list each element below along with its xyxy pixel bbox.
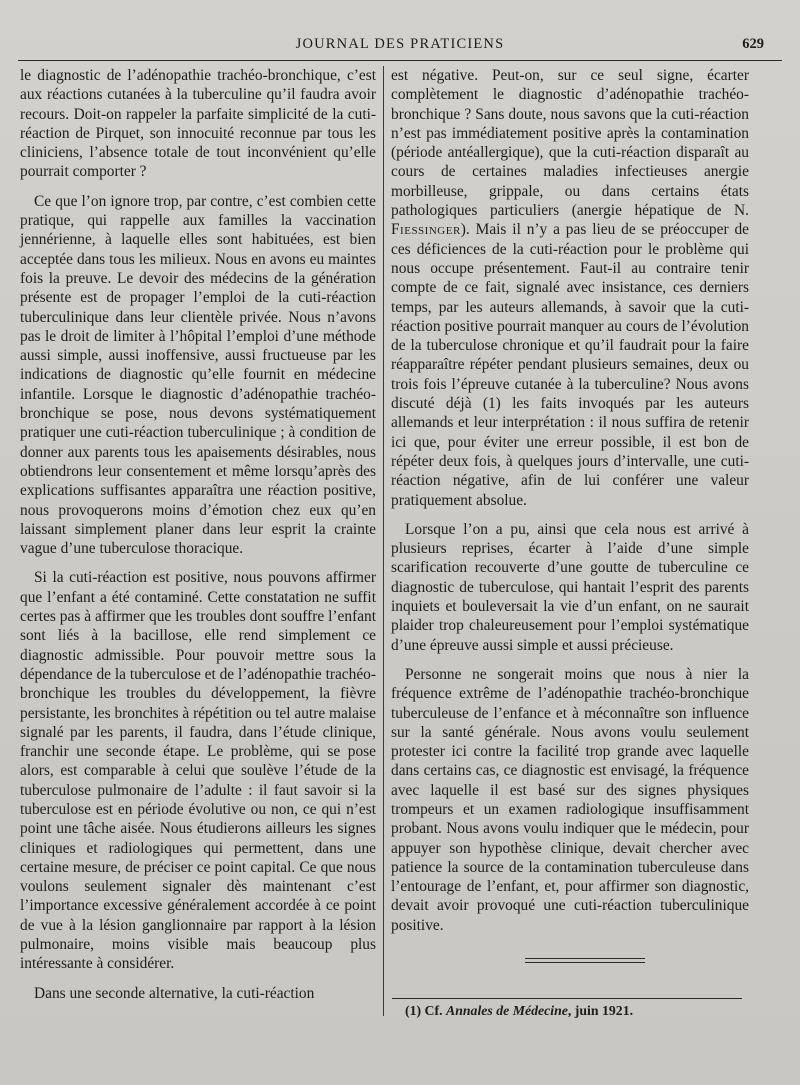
paragraph-text: ). Mais il n’y a pas lieu de se préoccuper de ces déficiences de la cuti-réaction pour le problème qui nous occupe présentement. Faut-il au contraire tenir compte de ce fait, signalé avec insistance, ces derniers temps, par les auteurs allemands, à savoir que la cuti-réaction positive pourrait manquer au cours de l’évolution de la tuberculose chronique et qu’il faudrait pour la faire réapparaître répéter pendant plusieurs semaines, deux ou trois fois l’épreuve cutanée à la tuberculine? Nous avons discuté déjà (1) les faits invoqués par les auteurs allemands et leur interprétation : il nous suffira de retenir ici que, pour éviter une erreur possible, il est bon de répéter deux fois, à quelques jours d’intervalle, une cuti-réaction négative, afin de lui conférer une valeur pratiquement absolue.: [391, 221, 749, 509]
paragraph-text: est négative. Peut-on, sur ce seul signe, écarter complètement le diagnostic d’adénopathie trachéo-bronchique ? Sans doute, nous savons que la cuti-réaction n’est pas immédiatement positive après la contamination (période antéallergique), que la cuti-réaction disparaît au cours de certaines maladies infectieuses anergie morbilleuse, grippale, ou dans certains états pathologiques particuliers (anergie hépatique de N.: [391, 67, 749, 220]
paragraph: Personne ne songerait moins que nous à nier la fréquence extrême de l’adénopathie trachéo-bronchique tuberculeuse de l’enfance et à méconnaître son influence sur la santé générale. Nous avons voulu seulement protester ici contre la facilité trop grande avec laquelle dans certains cas, ce diagnostic est envisagé, la fréquence avec laquelle il est basé sur des signes physiques trompeurs et un examen radiologique insuffisamment probant. Nous avons voulu indiquer que le médecin, pour appuyer son hypothèse clinique, devait chercher avec patience la source de la contamination tuberculeuse dans l’entourage de l’enfant, et, pour affirmer son diagnostic, devait avoir provoqué une cuti-réaction tuberculinique positive.: [391, 665, 749, 934]
running-title: JOURNAL DES PRATICIENS: [295, 36, 505, 52]
paragraph: Si la cuti-réaction est positive, nous pouvons affirmer que l’enfant a été contaminé. Cette constatation ne suffit certes pas à affirmer que les troubles dont souffre l’enfant sont liés à la bacillose, elle rend simplement ce diagnostic admissible. Pour pouvoir mettre sous la dépendance de la tuberculose et de l’adénopathie trachéo-bronchique les troubles du développement, la fièvre persistante, les bronchites à répétition ou tel autre malaise signalé par les parents, il faudra, dans l’étude clinique, franchir une seconde étape. Le problème, qui se pose alors, est comparable à celui que soulève l’étude de la tuberculose pulmonaire de l’adulte : il faut savoir si la tuberculose est en période évolutive ou non, ce qui n’est point une tâche aisée. Nous étudierons ailleurs les signes cliniques et radiologiques qui permettent, dans une certaine mesure, de préciser ce point capital. Ce que nous voulons seulement signaler dès maintenant c’est l’importance excessive généralement accordée à ce point de vue à la lésion ganglionnaire par rapport à la lésion pulmonaire, moins visible mais beaucoup plus intéressante à considérer.: [20, 569, 376, 973]
end-rule: [525, 958, 645, 959]
footnote-source: Annales de Médecine: [446, 1003, 568, 1018]
footnote-date: , juin 1921.: [567, 1003, 634, 1018]
footnote: [405, 1003, 633, 1019]
footnote-rule: [392, 998, 742, 999]
header-rule: [18, 60, 782, 61]
paragraph: [391, 66, 749, 510]
author-name: Fiessinger: [391, 221, 461, 239]
paragraph: Dans une seconde alternative, la cuti-réaction: [34, 984, 315, 1002]
right-column: [391, 66, 749, 935]
left-column: [20, 66, 376, 1003]
end-rule: [525, 962, 645, 963]
footnote-marker: (1) Cf.: [405, 1003, 446, 1018]
page-header: [0, 30, 800, 58]
column-divider: [383, 66, 384, 1016]
page-number: 629: [742, 36, 764, 52]
paragraph: le diagnostic de l’adénopathie trachéo-bronchique, c’est aux réactions cutanées à la tuberculine qu’il faudra avoir recours. Doit-on rappeler la parfaite simplicité de la cuti-réaction de Pirquet, son innocuité reconnue par tous les cliniciens, l’absence totale de tout inconvénient qu’elle pourrait comporter ?: [20, 67, 376, 181]
paragraph: Lorsque l’on a pu, ainsi que cela nous est arrivé à plusieurs reprises, écarter à l’aide d’une simple scarification recouverte d’une goutte de tuberculine ce diagnostic de tuberculose, qui hantait l’esprit des parents inquiets et bouleversait la vie d’un enfant, on ne saurait plaider trop chaleureusement pour l’emploi systématique d’une épreuve aussi simple et aussi précieuse.: [391, 520, 749, 654]
paragraph: Ce que l’on ignore trop, par contre, c’est combien cette pratique, qui rappelle aux familles la vaccination jennérienne, à laquelle elles sont habituées, est bien acceptée dans tous les milieux. Nous en avons eu maintes fois la preuve. Le devoir des médecins de la génération présente est de propager l’emploi de la cuti-réaction tuberculinique dans leur clientèle privée. Nous n’avons pas le droit de limiter à l’hôpital l’emploi d’une méthode aussi simple, aussi inoffensive, aussi fructueuse par les indications de diagnostic qu’elle fournit en médecine infantile. Lorsque le diagnostic d’adénopathie trachéo-bronchique se pose, nous devons systématiquement pratiquer une cuti-réaction tuberculinique ; à condition de donner aux parents tous les apaisements désirables, nous obtiendrons leur consentement et même lorsqu’après des explications suffisantes apparaîtra une réaction positive, nous provoquerons moins d’émotion chez eux qu’en laissant simplement planer dans leur esprit la crainte vague d’une tuberculose thoracique.: [20, 192, 376, 558]
